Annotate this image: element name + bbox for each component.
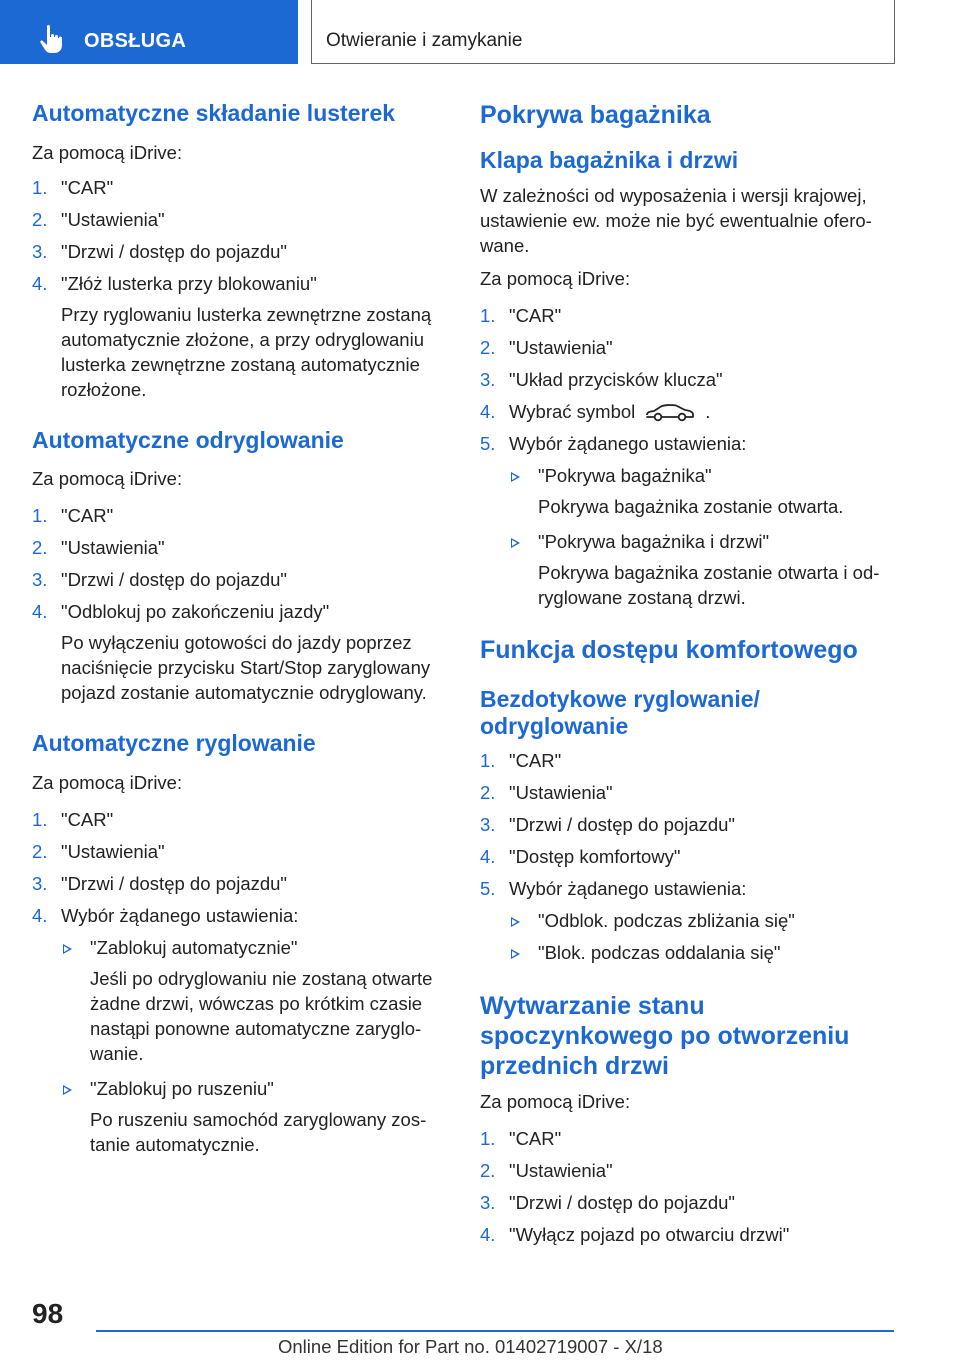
option-text: "Zablokuj po ruszeniu": [90, 1077, 274, 1099]
comfort-step-3: [480, 812, 900, 837]
hand-pointer-icon: [38, 24, 66, 54]
section-tab[interactable]: [0, 0, 298, 64]
triangle-bullet-icon: [63, 944, 72, 954]
unlock-step-4: [32, 599, 450, 705]
step-text: "CAR": [61, 505, 114, 527]
page-number: 98: [32, 1298, 64, 1329]
step-text: "CAR": [61, 808, 114, 830]
edition-note: Online Edition for Part no. 01402719007 - X/18: [278, 1336, 663, 1357]
right-column: [480, 100, 900, 1247]
step-number: 4.: [32, 904, 48, 926]
step-number: 3.: [480, 368, 496, 390]
step-text: "Ustawienia": [61, 208, 165, 230]
lock-step-3: [32, 871, 450, 896]
chapter-tab[interactable]: [311, 0, 895, 64]
mirrors-steps: [32, 175, 450, 402]
unlock-intro: Za pomocą iDrive:: [32, 468, 183, 490]
step-text: "Drzwi / dostęp do pojazdu": [509, 813, 736, 835]
mirrors-intro: Za pomocą iDrive:: [32, 141, 183, 163]
step-text: "Złóż lusterka przy blokowaniu": [61, 272, 317, 294]
step-number: 3.: [32, 872, 48, 894]
tailgate-heading: Pokrywa bagażnika: [480, 101, 711, 129]
step-number: 1.: [480, 304, 496, 326]
step-number: 3.: [480, 813, 496, 835]
tailgate-intro: Za pomocą iDrive:: [480, 267, 631, 289]
step-text: "Drzwi / dostęp do pojazdu": [61, 872, 288, 894]
unlock-step-1: [32, 503, 450, 528]
lock-step-1: [32, 807, 450, 832]
step-number: 5.: [480, 432, 496, 454]
step-text: Wybór żądanego ustawienia:: [61, 904, 299, 926]
comfort-option-leave: [509, 940, 900, 965]
mirrors-step-4: [32, 271, 450, 402]
step-number: 4.: [32, 272, 48, 294]
standby-steps: [480, 1126, 900, 1247]
step-number: 3.: [32, 240, 48, 262]
tailgate-option-boot-doors: [509, 529, 900, 610]
tailgate-options: [509, 463, 900, 610]
comfort-options: [509, 908, 900, 965]
mirrors-heading: Automatyczne składanie lusterek: [32, 100, 396, 126]
step-text: "Odblokuj po zakończeniu jazdy": [61, 601, 330, 623]
standby-heading: Wytwarzanie stanu spoczynkowego po otworzeniu przednich drzwi: [480, 991, 850, 1080]
left-column: [32, 100, 450, 1157]
step-number: 5.: [480, 877, 496, 899]
step-number: 4.: [32, 601, 48, 623]
option-text: "Pokrywa bagażnika": [538, 464, 712, 486]
comfort-heading: Funkcja dostępu komfortowego: [480, 635, 858, 664]
step-number: 1.: [32, 505, 48, 527]
footer-divider: [96, 1330, 894, 1332]
option-text: "Pokrywa bagażnika i drzwi": [538, 530, 770, 552]
standby-intro: Za pomocą iDrive:: [480, 1090, 631, 1112]
lock-option-drive: [61, 1076, 450, 1157]
step-number: 4.: [480, 400, 496, 422]
standby-step-2: [480, 1158, 900, 1183]
triangle-bullet-icon: [511, 472, 520, 482]
step-number: 4.: [480, 845, 496, 867]
tailgate-step-3: [480, 367, 900, 392]
step-text: Wybór żądanego ustawienia:: [509, 877, 747, 899]
triangle-bullet-icon: [63, 1085, 72, 1095]
step-text: "Wyłącz pojazd po otwarciu drzwi": [509, 1223, 790, 1245]
option-text: "Odblok. podczas zbliżania się": [538, 909, 795, 931]
comfort-step-2: [480, 780, 900, 805]
step-text: "Układ przycisków klucza": [509, 368, 723, 390]
step-number: 1.: [32, 176, 48, 198]
triangle-bullet-icon: [511, 538, 520, 548]
comfort-step-5: [480, 876, 900, 965]
unlock-step-2: [32, 535, 450, 560]
lock-steps: [32, 807, 450, 1157]
step-text: Wybrać symbol: [509, 400, 636, 422]
lock-option-auto: [61, 935, 450, 1066]
step-number: 2.: [480, 781, 496, 803]
step-text: "Ustawienia": [61, 840, 165, 862]
tailgate-option-boot: [509, 463, 900, 519]
step-number: 2.: [32, 208, 48, 230]
step-text: "Ustawienia": [509, 781, 613, 803]
option-description: Pokrywa bagażnika zostanie otwarta i odryglowane zostaną drzwi.: [538, 561, 880, 608]
comfort-subheading: Bezdotykowe ryglowanie/ odryglowanie: [480, 685, 760, 740]
option-description: Po ruszeniu samochód zaryglowany zostanie automatycznie.: [90, 1108, 427, 1155]
tailgate-note: W zależności od wyposażenia i wersji krajowej, ustawienie ew. może nie być ewentualnie oferowane.: [480, 184, 872, 256]
tailgate-step-5: [480, 431, 900, 610]
lock-heading: Automatyczne ryglowanie: [32, 730, 316, 757]
lock-intro: Za pomocą iDrive:: [32, 771, 183, 793]
step-description: Po wyłączeniu gotowości do jazdy poprzez naciśnięcie przycisku Start/Stop zaryglowany pojazd zostanie automatycznie odryglowany.: [61, 632, 431, 704]
tailgate-step-1: [480, 303, 900, 328]
section-tab-label: OBSŁUGA: [84, 30, 187, 52]
tailgate-step-4: [480, 399, 900, 424]
comfort-step-4: [480, 844, 900, 869]
step-number: 2.: [32, 840, 48, 862]
step-text-end: .: [705, 400, 711, 422]
mirrors-step-3: [32, 239, 450, 264]
step-number: 1.: [32, 808, 48, 830]
step-number: 3.: [32, 569, 48, 591]
step-text: "Ustawienia": [509, 336, 613, 358]
step-number: 3.: [480, 1191, 496, 1213]
step-text: "Drzwi / dostęp do pojazdu": [509, 1191, 736, 1213]
step-number: 2.: [480, 336, 496, 358]
step-description: Przy ryglowaniu lusterka zewnętrzne zostaną automatycznie złożone, a przy odryglowaniu lusterka zewnętrzne zostaną automatycznie rozłożone.: [61, 303, 432, 400]
triangle-bullet-icon: [511, 917, 520, 927]
option-description: Pokrywa bagażnika zostanie otwarta.: [538, 495, 844, 517]
lock-step-4: [32, 903, 450, 1157]
step-number: 1.: [480, 1127, 496, 1149]
lock-step-2: [32, 839, 450, 864]
tailgate-step-2: [480, 335, 900, 360]
step-text: "CAR": [509, 304, 562, 326]
comfort-step-1: [480, 748, 900, 773]
step-number: 2.: [480, 1159, 496, 1181]
option-text: "Zablokuj automatycznie": [90, 936, 298, 958]
step-text: "CAR": [61, 176, 114, 198]
step-text: "Ustawienia": [509, 1159, 613, 1181]
unlock-steps: [32, 503, 450, 705]
tailgate-steps: [480, 303, 900, 610]
step-number: 4.: [480, 1223, 496, 1245]
standby-step-1: [480, 1126, 900, 1151]
mirrors-step-1: [32, 175, 450, 200]
option-text: "Blok. podczas oddalania się": [538, 941, 781, 963]
unlock-step-3: [32, 567, 450, 592]
car-tailgate-icon: [645, 402, 695, 422]
option-description: Jeśli po odryglowaniu nie zostaną otwarte żadne drzwi, wówczas po krótkim czasie nastąpi ponowne automatyczne zaryglowanie.: [90, 967, 433, 1064]
standby-step-4: [480, 1222, 900, 1247]
step-number: 1.: [480, 749, 496, 771]
lock-options: [61, 935, 450, 1157]
step-text: "Ustawienia": [61, 537, 165, 559]
step-text: "Drzwi / dostęp do pojazdu": [61, 240, 288, 262]
chapter-tab-label: Otwieranie i zamykanie: [326, 30, 523, 51]
comfort-steps: [480, 748, 900, 965]
unlock-heading: Automatyczne odryglowanie: [32, 426, 344, 453]
step-text: "CAR": [509, 749, 562, 771]
step-text: "Dostęp komfortowy": [509, 845, 681, 867]
tailgate-subheading: Klapa bagażnika i drzwi: [480, 147, 739, 173]
step-text: "CAR": [509, 1127, 562, 1149]
step-text: Wybór żądanego ustawienia:: [509, 432, 747, 454]
comfort-option-approach: [509, 908, 900, 933]
step-number: 2.: [32, 537, 48, 559]
step-text: "Drzwi / dostęp do pojazdu": [61, 569, 288, 591]
triangle-bullet-icon: [511, 949, 520, 959]
standby-step-3: [480, 1190, 900, 1215]
mirrors-step-2: [32, 207, 450, 232]
